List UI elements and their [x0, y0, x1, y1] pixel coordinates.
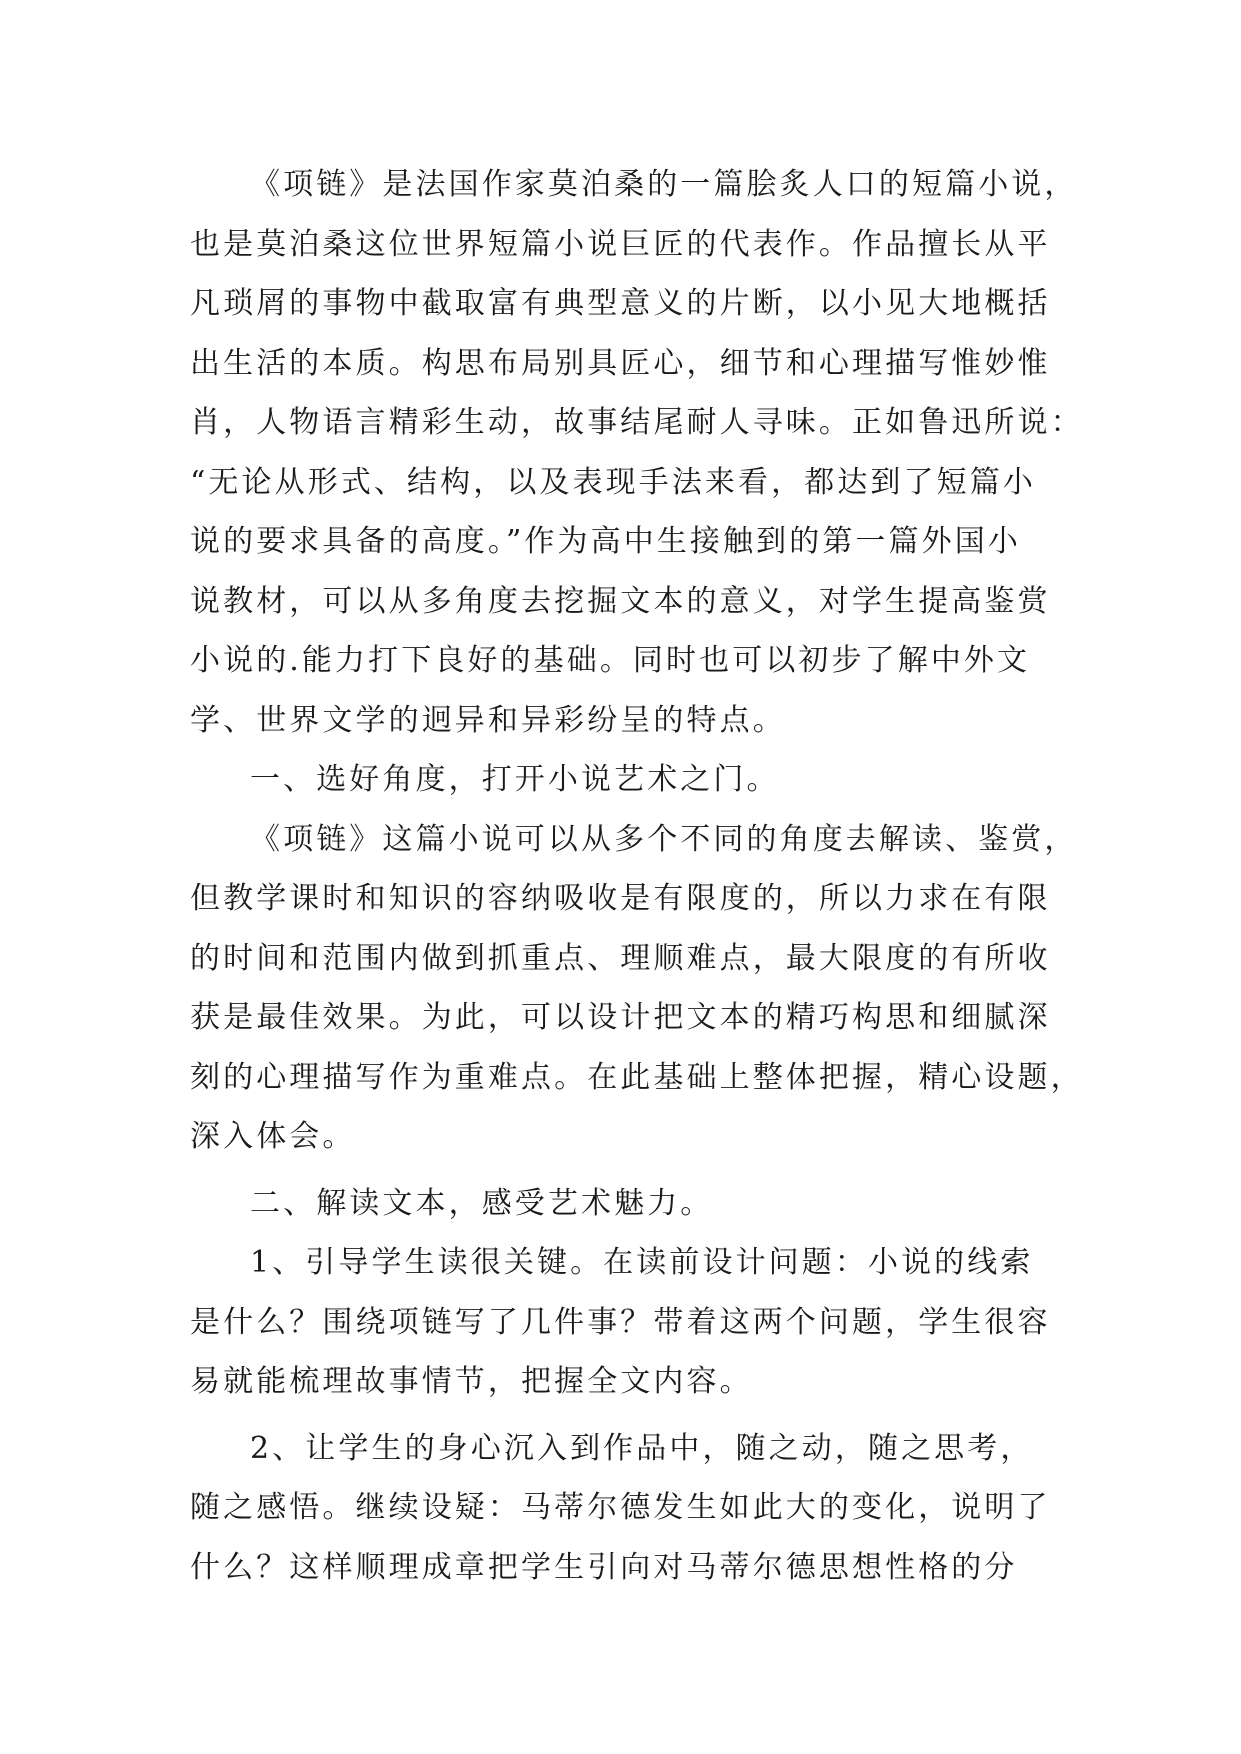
text-line: 说的要求具备的高度。”作为高中生接触到的第一篇外国小: [190, 524, 1021, 559]
paragraph-intro: [190, 155, 1084, 750]
text-line: “无论从形式、结构，以及表现手法来看，都达到了短篇小: [190, 464, 1036, 500]
document-body: [190, 155, 1084, 1597]
text-line: 说教材，可以从多角度去挖掘文本的意义，对学生提高鉴赏: [190, 583, 1051, 619]
text-line: 也是莫泊桑这位世界短篇小说巨匠的代表作。作品擅长从平: [190, 226, 1051, 262]
heading-line: 二、解读文本，感受艺术魅力。: [250, 1185, 714, 1221]
text-line: 《项链》是法国作家莫泊桑的一篇脍炙人口的短篇小说，: [250, 167, 1078, 202]
text-line: 出生活的本质。构思布局别具匠心，细节和心理描写惟妙惟: [190, 345, 1051, 381]
paragraph-gap: [190, 1167, 1050, 1174]
section-heading-2: [190, 1174, 1050, 1234]
text-line: 是什么？围绕项链写了几件事？带着这两个问题，学生很容: [190, 1304, 1051, 1340]
text-line: 1、引导学生读很关键。在读前设计问题：小说的线索: [250, 1245, 1034, 1280]
paragraph-angle: [190, 810, 1084, 1167]
text-line: 获是最佳效果。为此，可以设计把文本的精巧构思和细腻深: [190, 1000, 1051, 1035]
text-line: 的时间和范围内做到抓重点、理顺难点，最大限度的有所收: [190, 940, 1051, 976]
text-line: 但教学课时和知识的容纳吸收是有限度的，所以力求在有限: [190, 881, 1051, 916]
text-line: 《项链》这篇小说可以从多个不同的角度去解读、鉴赏，: [250, 821, 1078, 857]
text-line: 什么？这样顺理成章把学生引向对马蒂尔德思想性格的分: [190, 1549, 1018, 1585]
text-line: 凡琐屑的事物中截取富有典型意义的片断，以小见大地概括: [190, 286, 1051, 321]
text-line: 2、让学生的身心沉入到作品中，随之动，随之思考，: [250, 1430, 1034, 1466]
paragraph-point-2: [190, 1419, 1050, 1598]
text-line: 随之感悟。继续设疑：马蒂尔德发生如此大的变化，说明了: [190, 1490, 1051, 1525]
text-line: 刻的心理描写作为重难点。在此基础上整体把握，精心设题，: [190, 1059, 1084, 1095]
paragraph-point-1: [190, 1233, 1050, 1412]
paragraph-gap: [190, 1412, 1050, 1419]
text-line: 深入体会。: [190, 1119, 356, 1154]
text-line: 易就能梳理故事情节，把握全文内容。: [190, 1364, 753, 1399]
section-heading-1: [190, 750, 1050, 810]
heading-line: 一、选好角度，打开小说艺术之门。: [250, 762, 780, 797]
text-line: 肖，人物语言精彩生动，故事结尾耐人寻味。正如鲁迅所说：: [190, 405, 1084, 440]
text-line: 小说的.能力打下良好的基础。同时也可以初步了解中外文: [190, 643, 1031, 678]
text-line: 学、世界文学的迥异和异彩纷呈的特点。: [190, 702, 786, 738]
